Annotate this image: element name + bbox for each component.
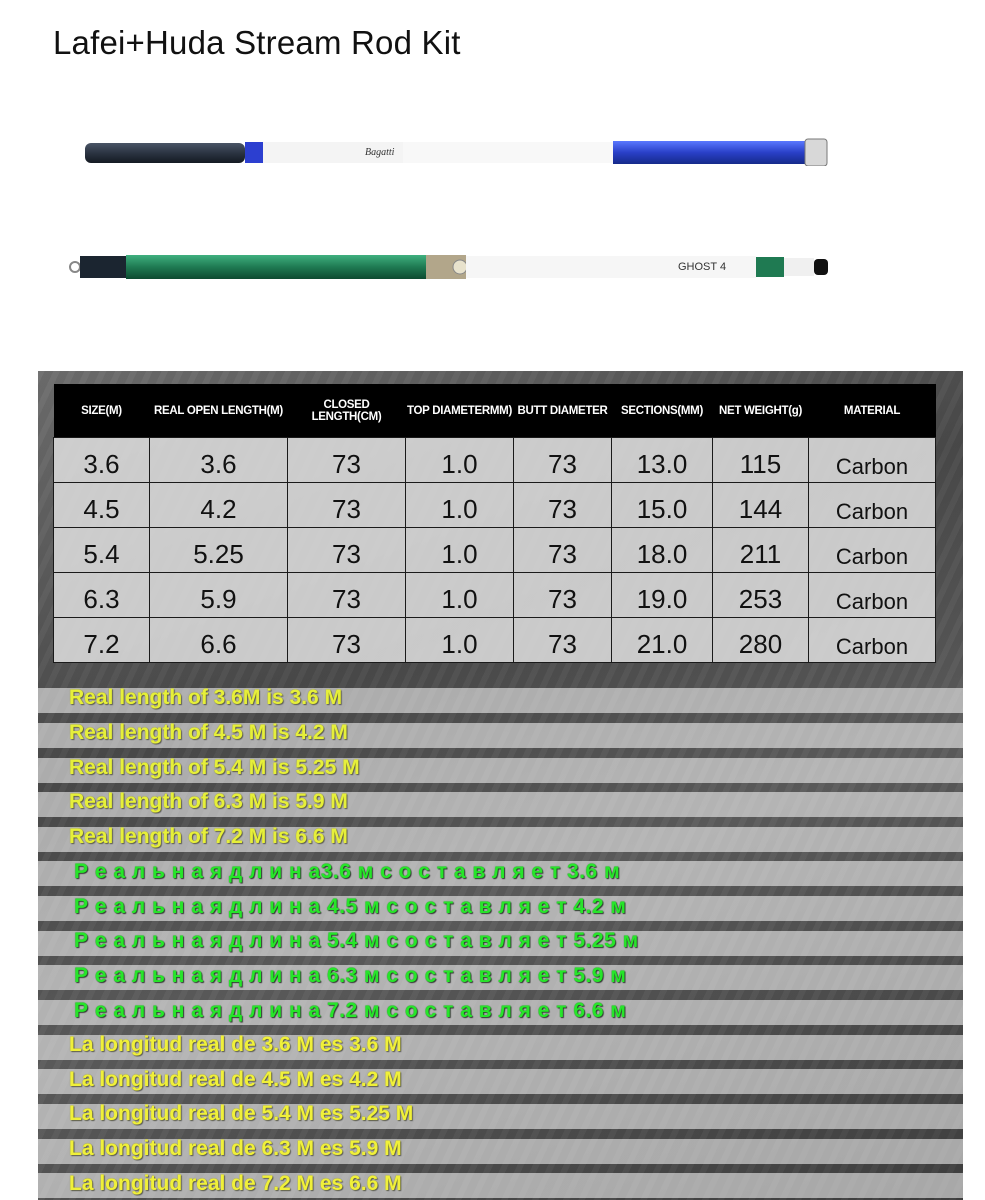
table-cell: 19.0 bbox=[612, 573, 713, 618]
header-real-open-length: REAL OPEN LENGTH(M) bbox=[150, 384, 288, 438]
table-cell: Carbon bbox=[809, 573, 936, 618]
table-cell: 4.5 bbox=[54, 483, 150, 528]
table-cell: 4.2 bbox=[150, 483, 288, 528]
note-russian: Р е а л ь н а я д л и н а 6.3 м с о с т а в л я е т 5.9 м bbox=[74, 964, 627, 987]
note-english: Real length of 3.6M is 3.6 M bbox=[69, 686, 343, 709]
table-cell: 1.0 bbox=[406, 483, 514, 528]
table-cell: Carbon bbox=[809, 483, 936, 528]
table-cell: 253 bbox=[713, 573, 809, 618]
header-top-diameter: TOP DIAMETERMM) bbox=[406, 384, 514, 438]
rod-brand-text: Bagatti bbox=[365, 147, 395, 158]
table-cell: 15.0 bbox=[612, 483, 713, 528]
rod-image-blue bbox=[85, 138, 833, 166]
table-cell: 13.0 bbox=[612, 438, 713, 483]
header-sections: SECTIONS(MM) bbox=[612, 384, 713, 438]
note-spanish: La longitud real de 7.2 M es 6.6 M bbox=[69, 1172, 402, 1195]
table-row bbox=[54, 438, 936, 483]
table-cell: 7.2 bbox=[54, 618, 150, 663]
table-cell: 5.25 bbox=[150, 528, 288, 573]
table-cell: Carbon bbox=[809, 618, 936, 663]
table-cell: 1.0 bbox=[406, 573, 514, 618]
note-english: Real length of 7.2 M is 6.6 M bbox=[69, 825, 348, 848]
header-butt-diameter: BUTT DIAMETER bbox=[514, 384, 612, 438]
table-cell: 3.6 bbox=[54, 438, 150, 483]
table-cell: 1.0 bbox=[406, 438, 514, 483]
header-net-weight: NET WEIGHT(g) bbox=[713, 384, 809, 438]
header-size: SIZE(M) bbox=[54, 384, 150, 438]
table-cell: 73 bbox=[514, 618, 612, 663]
table-cell: 73 bbox=[288, 483, 406, 528]
note-english: Real length of 5.4 M is 5.25 M bbox=[69, 756, 360, 779]
note-russian: Р е а л ь н а я д л и н а 4.5 м с о с т а в л я е т 4.2 м bbox=[74, 895, 627, 918]
table-cell: 73 bbox=[514, 573, 612, 618]
table-cell: Carbon bbox=[809, 528, 936, 573]
rod-image-green bbox=[68, 250, 828, 282]
table-cell: 280 bbox=[713, 618, 809, 663]
table-cell: Carbon bbox=[809, 438, 936, 483]
table-cell: 18.0 bbox=[612, 528, 713, 573]
table-cell: 5.4 bbox=[54, 528, 150, 573]
table-cell: 211 bbox=[713, 528, 809, 573]
table-cell: 21.0 bbox=[612, 618, 713, 663]
note-russian: Р е а л ь н а я д л и н а 5.4 м с о с т а в л я е т 5.25 м bbox=[74, 929, 639, 952]
note-russian: Р е а л ь н а я д л и н а3.6 м с о с т а в л я е т 3.6 м bbox=[74, 860, 621, 883]
table-cell: 73 bbox=[288, 573, 406, 618]
header-closed-length: CLOSED LENGTH(CM) bbox=[288, 384, 406, 438]
table-cell: 1.0 bbox=[406, 528, 514, 573]
note-english: Real length of 6.3 M is 5.9 M bbox=[69, 790, 348, 813]
table-cell: 73 bbox=[288, 528, 406, 573]
table-cell: 73 bbox=[288, 438, 406, 483]
note-english: Real length of 4.5 M is 4.2 M bbox=[69, 721, 348, 744]
table-cell: 115 bbox=[713, 438, 809, 483]
table-cell: 144 bbox=[713, 483, 809, 528]
table-row bbox=[54, 573, 936, 618]
table-cell: 5.9 bbox=[150, 573, 288, 618]
note-spanish: La longitud real de 6.3 M es 5.9 M bbox=[69, 1137, 402, 1160]
table-row bbox=[54, 618, 936, 663]
table-cell: 73 bbox=[514, 528, 612, 573]
note-russian: Р е а л ь н а я д л и н а 7.2 м с о с т а в л я е т 6.6 м bbox=[74, 999, 627, 1022]
table-cell: 3.6 bbox=[150, 438, 288, 483]
table-cell: 73 bbox=[514, 438, 612, 483]
table-cell: 73 bbox=[514, 483, 612, 528]
spec-table bbox=[53, 384, 936, 663]
table-row bbox=[54, 483, 936, 528]
note-spanish: La longitud real de 4.5 M es 4.2 M bbox=[69, 1068, 402, 1091]
table-cell: 73 bbox=[288, 618, 406, 663]
note-spanish: La longitud real de 5.4 M es 5.25 M bbox=[69, 1102, 414, 1125]
table-header-row bbox=[54, 384, 936, 438]
table-row bbox=[54, 528, 936, 573]
page-title: Lafei+Huda Stream Rod Kit bbox=[53, 24, 461, 61]
header-material: MATERIAL bbox=[809, 384, 936, 438]
note-spanish: La longitud real de 3.6 M es 3.6 M bbox=[69, 1033, 402, 1056]
table-cell: 1.0 bbox=[406, 618, 514, 663]
rod-brand-text: GHOST 4 bbox=[678, 261, 727, 273]
table-cell: 6.6 bbox=[150, 618, 288, 663]
table-cell: 6.3 bbox=[54, 573, 150, 618]
